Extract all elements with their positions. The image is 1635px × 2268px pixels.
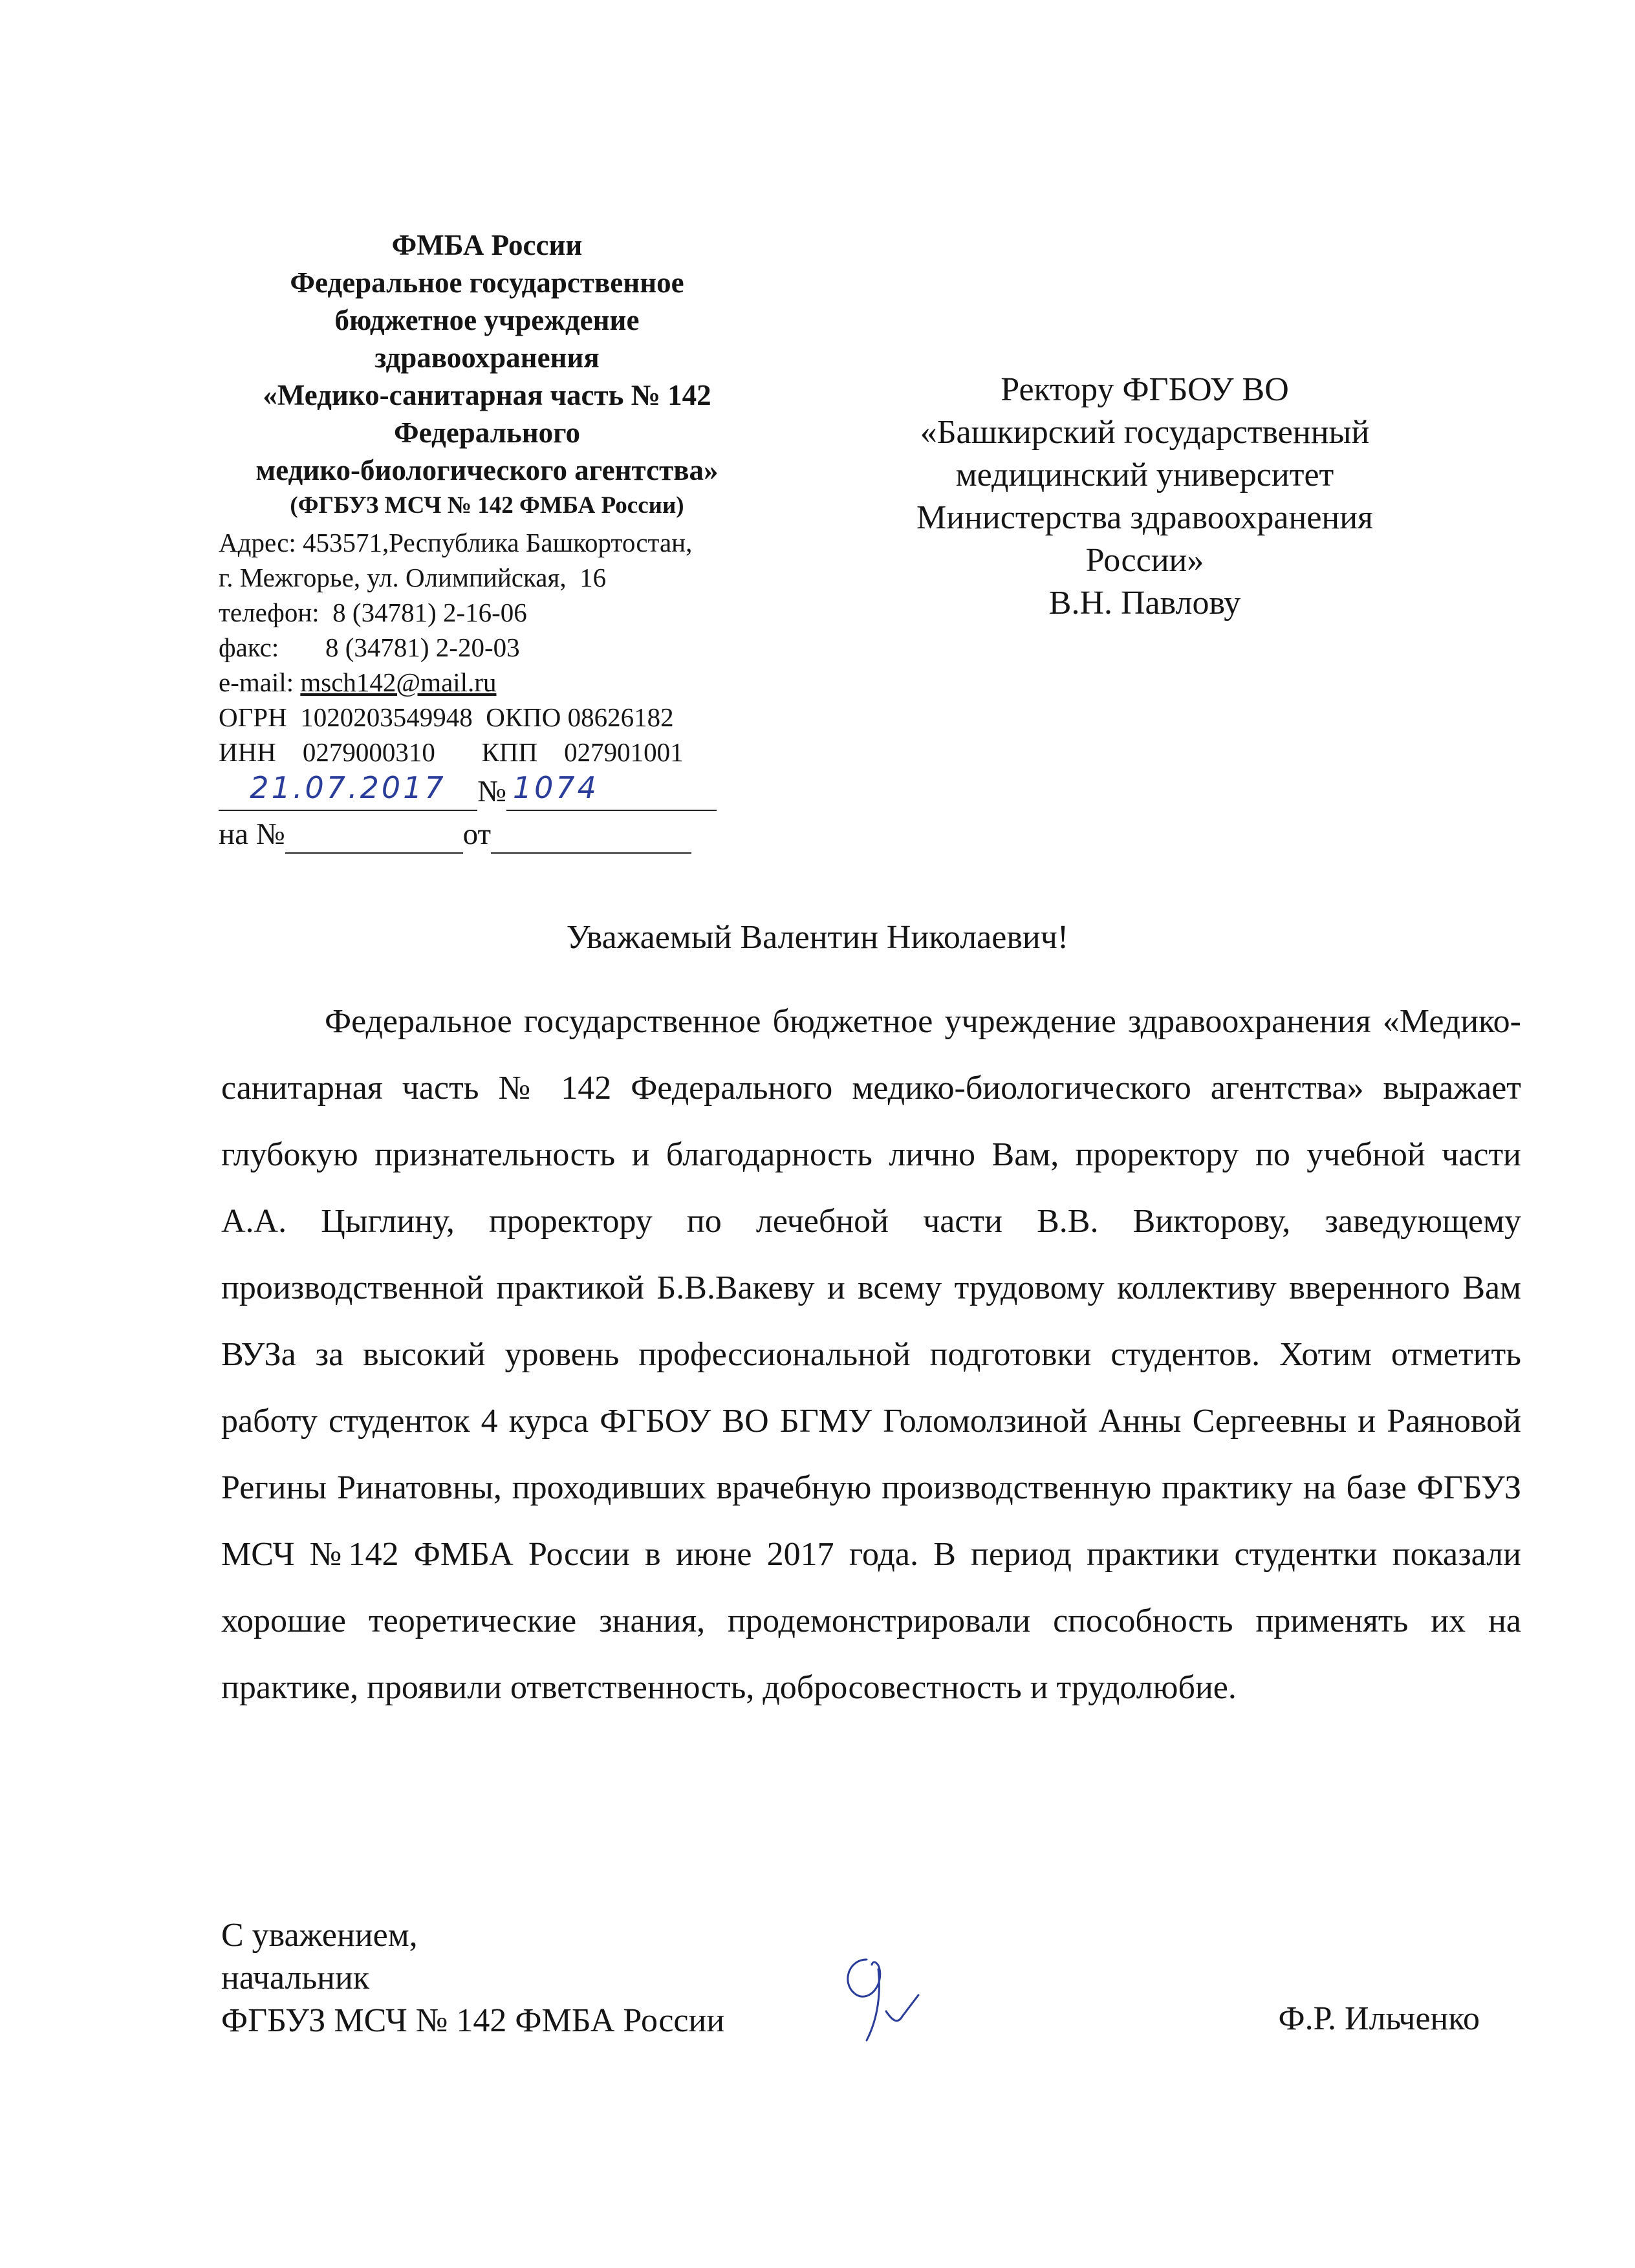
ref-number-field xyxy=(285,819,463,854)
number-field xyxy=(506,770,717,811)
addressee-block xyxy=(854,369,1436,625)
letterhead xyxy=(219,226,755,854)
addressee-line: «Башкирский государственный xyxy=(920,414,1370,451)
org-line: бюджетное учреждение xyxy=(334,304,640,336)
addressee-line: медицинский университет xyxy=(955,457,1334,493)
org-line: Федеральное государственное xyxy=(290,266,684,299)
addressee-line: В.Н. Павлову xyxy=(1048,585,1241,621)
inn-line: ИНН 0279000310 КПП 027901001 xyxy=(219,737,684,767)
ref-date-field xyxy=(491,819,691,854)
email-line xyxy=(219,665,755,700)
handwritten-date: 21.07.2017 xyxy=(250,770,446,805)
address-line: г. Межгорье, ул. Олимпийская, 16 xyxy=(219,563,607,592)
date-field xyxy=(219,770,477,811)
ref-from-label: от xyxy=(462,817,492,851)
email-label: e-mail: xyxy=(219,667,301,697)
signature-icon xyxy=(821,1934,925,2063)
closing-position: начальник xyxy=(221,1960,370,1996)
addressee-line: России» xyxy=(1085,542,1204,579)
org-line: здравоохранения xyxy=(374,341,600,374)
org-line: медико-биологического агентства» xyxy=(255,454,719,486)
organization-name xyxy=(219,226,755,489)
ref-label: на № xyxy=(219,817,285,851)
contact-block xyxy=(219,525,755,770)
reference-row xyxy=(219,815,755,854)
closing-organization: ФГБУЗ МСЧ № 142 ФМБА России xyxy=(221,2002,725,2039)
letter-body: Федеральное государственное бюджетное учреждение здравоохранения «Медико-санитарная часть № 142 Федерального медико-биологического агентства» выражает глубокую признательность и благодарность лично Вам, проректору по учебной части А.А. Цыглину, проректору по лечебной части В.В. Викторову, заведующему производственной практикой Б.В.Вакеву и всему трудовому коллективу вверенного Вам ВУЗа за высокий уровень профессиональной подготовки студентов. Хотим отметить работу студенток 4 курса ФГБОУ ВО БГМУ Голомолзиной Анны Сергеевны и Раяновой Регины Ринатовны, проходивших врачебную производственную практику на базе ФГБУЗ МСЧ №142 ФМБА России в июне 2017 года. В период практики студентки показали хорошие теоретические знания, продемонстрировали способность применять их на практике, проявили ответственность, добросовестность и трудолюбие. xyxy=(221,1003,1521,1706)
fax-line: факс: 8 (34781) 2-20-03 xyxy=(219,632,520,662)
closing-block xyxy=(221,1914,724,2042)
ogrn-line: ОГРН 1020203549948 ОКПО 08626182 xyxy=(219,702,674,732)
handwritten-number: 1074 xyxy=(512,770,599,805)
address-line: Адрес: 453571,Республика Башкортостан, xyxy=(219,528,693,557)
email-link[interactable]: msch142@mail.ru xyxy=(300,667,497,697)
signer-name: Ф.Р. Ильченко xyxy=(1278,2000,1480,2037)
phone-line: телефон: 8 (34781) 2-16-06 xyxy=(219,598,527,627)
closing-regards: С уважением, xyxy=(221,1917,418,1954)
salutation: Уважаемый Валентин Николаевич! xyxy=(566,919,1069,956)
addressee-line: Ректору ФГБОУ ВО xyxy=(1001,371,1289,408)
org-line: Федерального xyxy=(394,416,580,449)
number-label: № xyxy=(477,775,506,808)
org-short-name: (ФГБУЗ МСЧ № 142 ФМБА России) xyxy=(290,492,684,519)
org-line: ФМБА России xyxy=(391,229,583,261)
addressee-line: Министерства здравоохранения xyxy=(916,499,1373,536)
org-line: «Медико-санитарная часть № 142 xyxy=(263,379,711,411)
outgoing-number-row xyxy=(219,772,755,811)
